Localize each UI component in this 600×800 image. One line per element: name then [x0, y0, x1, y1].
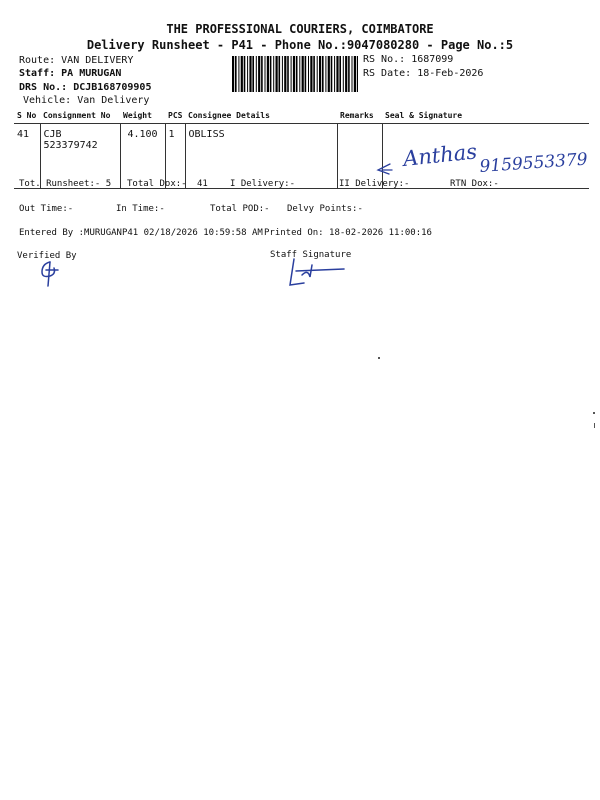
route-line [19, 55, 133, 66]
barcode-bar [252, 56, 254, 92]
barcode-bar [331, 56, 333, 92]
speck [378, 357, 380, 359]
col-weight: Weight [120, 108, 165, 124]
col-consignment-no: Consignment No [40, 108, 120, 124]
barcode-bar [279, 56, 281, 92]
speck [594, 423, 595, 428]
vehicle-line [23, 95, 149, 106]
vehicle-label: Vehicle: [23, 95, 72, 106]
barcode-bar [232, 56, 234, 92]
total-dox-label: Total Dox:- [127, 179, 187, 189]
cell-consignment-no: CJB 523379742 [40, 124, 120, 189]
verified-by-label: Verified By [17, 251, 77, 261]
barcode-bar [319, 56, 321, 92]
drs-label: DRS No.: [19, 82, 68, 93]
drs-value: DCJB168709905 [73, 82, 152, 93]
rs-no-value: 1687099 [411, 54, 454, 65]
staff-label: Staff: [19, 68, 56, 79]
col-consignee-details: Consignee Details [185, 108, 337, 124]
barcode-bar [256, 56, 257, 92]
barcode-bar [328, 56, 330, 92]
barcode-bar [244, 56, 246, 92]
route-label: Route: [19, 55, 56, 66]
barcode-bar [354, 56, 356, 92]
barcode-bar [339, 56, 341, 92]
rs-date-line [363, 68, 483, 79]
barcode [231, 56, 358, 92]
barcode-bar [258, 56, 260, 92]
barcode-bar [310, 56, 312, 92]
col-sno: S No [14, 108, 40, 124]
barcode-bar [325, 56, 326, 92]
barcode-bar [305, 56, 307, 92]
barcode-bar [276, 56, 278, 92]
cell-consignee: OBLISS [185, 124, 337, 189]
barcode-bar [291, 56, 292, 92]
col-remarks: Remarks [337, 108, 382, 124]
drs-line [19, 82, 151, 93]
barcode-bar [352, 56, 353, 92]
barcode-bar [334, 56, 335, 92]
barcode-bar [299, 56, 300, 92]
delvy-points: Delvy Points:- [287, 204, 363, 214]
barcode-bar [284, 56, 286, 92]
barcode-bar [308, 56, 309, 92]
total-pod: Total POD:- [210, 204, 270, 214]
barcode-bar [287, 56, 289, 92]
barcode-bar [345, 56, 347, 92]
barcode-bar [322, 56, 324, 92]
rs-date-label: RS Date: [363, 68, 412, 79]
in-time: In Time:- [116, 204, 165, 214]
barcode-bar [302, 56, 304, 92]
barcode-bar [317, 56, 318, 92]
out-time: Out Time:- [19, 204, 74, 214]
barcode-bar [238, 56, 239, 92]
barcode-bar [261, 56, 263, 92]
cell-pcs: 1 [165, 124, 185, 189]
cell-sno: 41 [14, 124, 40, 189]
barcode-bar [296, 56, 298, 92]
tot-runsheet: Tot. Runsheet:- 5 [19, 179, 112, 189]
barcode-bar [293, 56, 295, 92]
col-pcs: PCS [165, 108, 185, 124]
receiver-phone: 9159553379 [478, 149, 589, 177]
i-delivery: I Delivery:- [230, 179, 296, 189]
barcode-bar [313, 56, 315, 92]
barcode-bar [357, 56, 358, 92]
route-value: VAN DELIVERY [61, 55, 134, 66]
rs-date-value: 18-Feb-2026 [417, 68, 484, 79]
barcode-bar [270, 56, 272, 92]
staff-line [19, 68, 121, 79]
table-header-row [14, 108, 589, 124]
verified-by-signature [36, 258, 66, 288]
rs-no-line [363, 54, 453, 65]
barcode-bar [265, 56, 266, 92]
speck [593, 412, 595, 414]
rs-no-label: RS No.: [363, 54, 406, 65]
barcode-bar [273, 56, 274, 92]
barcode-bar [247, 56, 248, 92]
barcode-bar [241, 56, 243, 92]
cell-weight: 4.100 [120, 124, 165, 189]
col-seal-signature: Seal & Signature [382, 108, 589, 124]
runsheet-subtitle: Delivery Runsheet - P41 - Phone No.:9047080280 - Page No.:5 [86, 38, 514, 52]
staff-value: PA MURUGAN [61, 68, 122, 79]
staff-signature-label: Staff Signature [270, 250, 352, 260]
company-name: THE PROFESSIONAL COURIERS, COIMBATORE [166, 22, 434, 36]
barcode-bar [267, 56, 269, 92]
barcode-bar [249, 56, 251, 92]
vehicle-value: Van Delivery [77, 95, 150, 106]
rtn-dox: RTN Dox:- [450, 179, 499, 189]
receiver-name: Anthas [402, 139, 479, 171]
barcode-bar [348, 56, 350, 92]
total-dox-value: 41 [197, 179, 208, 189]
barcode-bar [336, 56, 338, 92]
printed-on: Printed On: 18-02-2026 11:00:16 [264, 228, 432, 238]
staff-signature-mark [280, 255, 350, 290]
entered-by: Entered By :MURUGANP41 02/18/2026 10:59:58 AM [19, 228, 263, 238]
barcode-bar [343, 56, 344, 92]
barcode-bar [235, 56, 237, 92]
ii-delivery: II Delivery:- [339, 179, 410, 189]
barcode-bar [282, 56, 283, 92]
